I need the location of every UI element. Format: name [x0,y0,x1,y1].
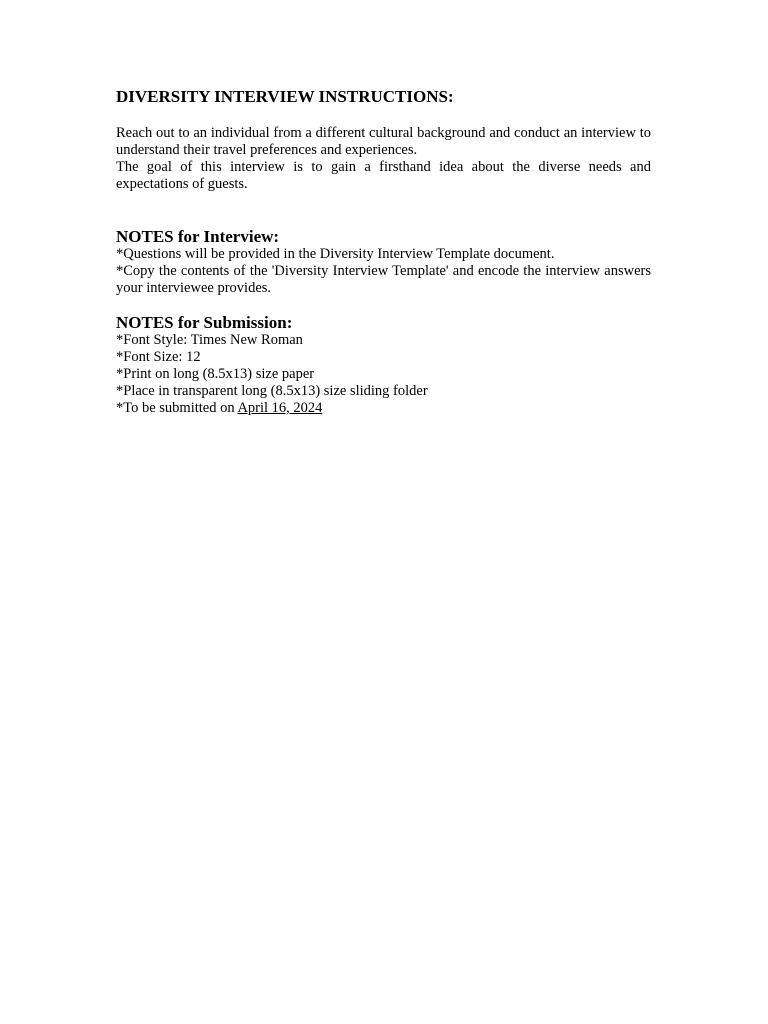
deadline-prefix: *To be submitted on [116,400,238,416]
submission-note-folder: *Place in transparent long (8.5x13) size sliding folder [116,383,428,399]
submission-note-deadline [116,400,651,417]
document-title: DIVERSITY INTERVIEW INSTRUCTIONS: [116,87,454,106]
document-page [116,86,651,417]
section-spacer [116,297,651,313]
intro-paragraph-2: The goal of this interview is to gain a firsthand idea about the diverse needs and expectations of guests. [116,159,651,192]
interview-note-item-1: *Questions will be provided in the Diversity Interview Template document. [116,246,555,262]
section-spacer [116,193,651,227]
interview-note-item-2: *Copy the contents of the 'Diversity Interview Template' and encode the interview answers your interviewee provides. [116,263,651,296]
intro-paragraph-1: Reach out to an individual from a different cultural background and conduct an interview to understand their travel preferences and experiences. [116,125,651,158]
deadline-date: April 16, 2024 [237,400,323,416]
submission-note-font-size: *Font Size: 12 [116,349,201,365]
submission-note-font-style: *Font Style: Times New Roman [116,332,303,348]
submission-notes-heading: NOTES for Submission: [116,313,293,332]
interview-notes-heading: NOTES for Interview: [116,227,280,246]
submission-note-paper: *Print on long (8.5x13) size paper [116,366,315,382]
